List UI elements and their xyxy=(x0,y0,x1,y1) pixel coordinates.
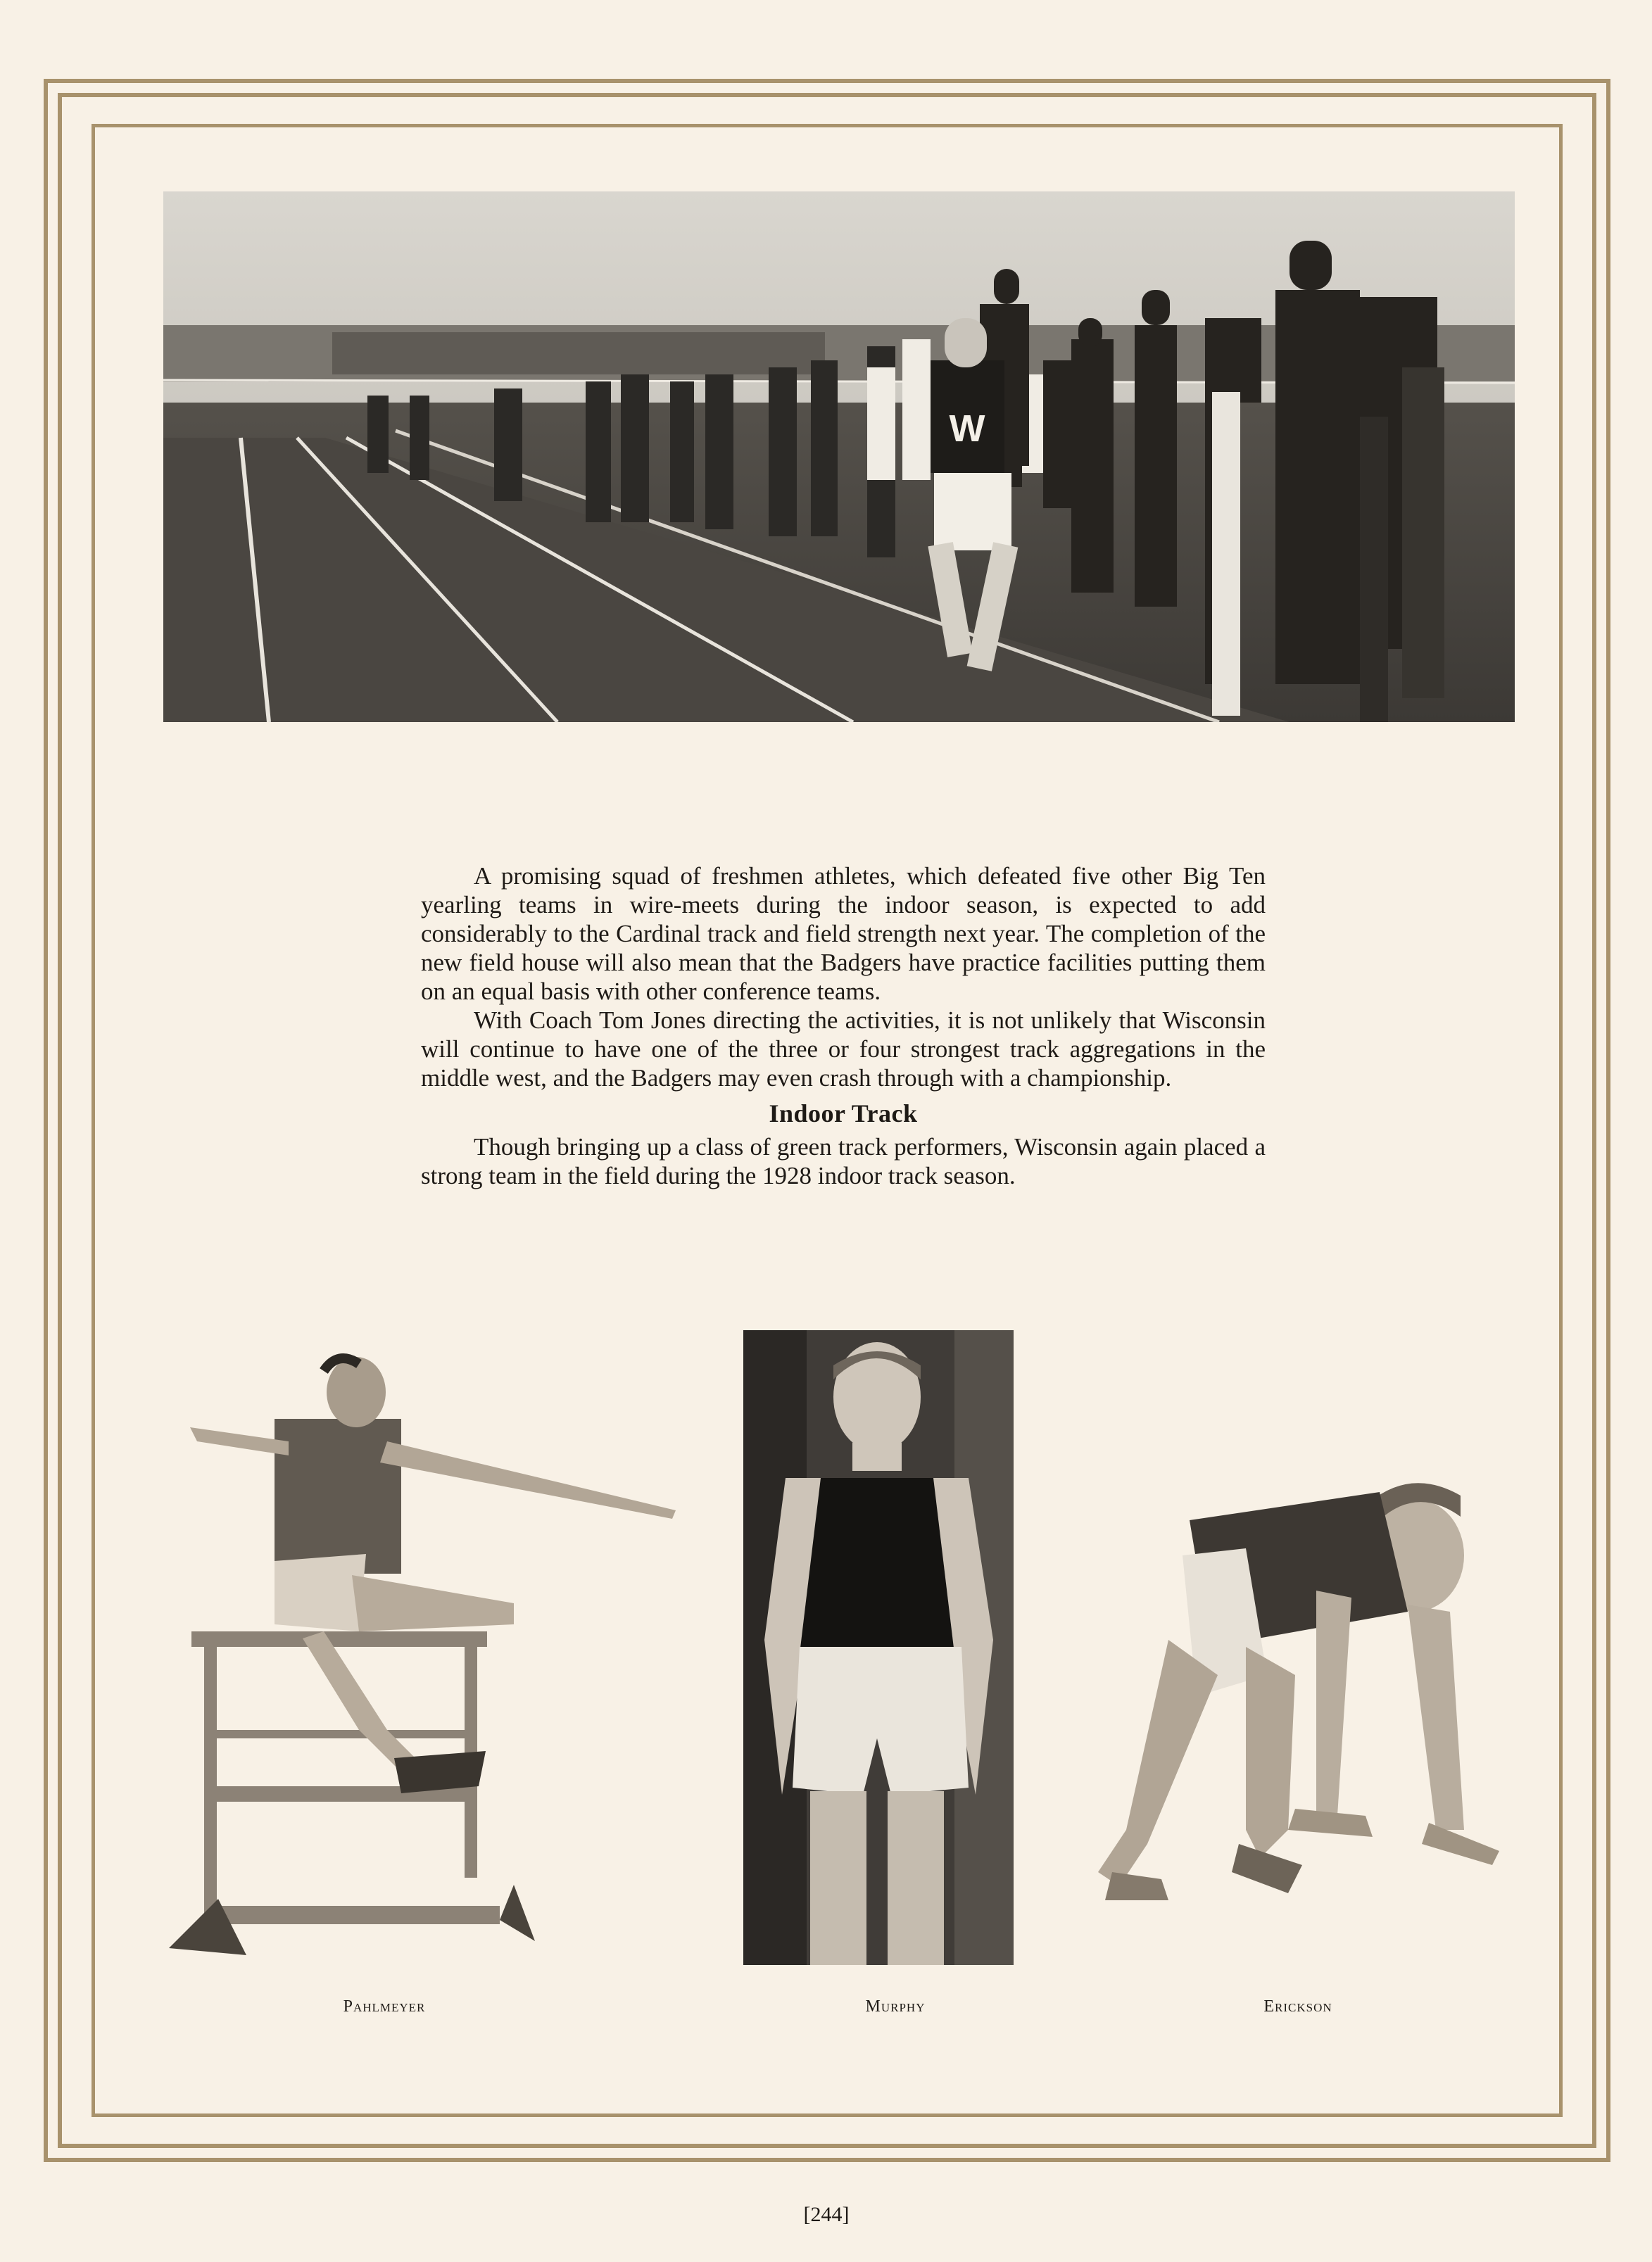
article-body xyxy=(421,861,1266,1190)
jersey-letter: W xyxy=(949,407,985,450)
hurdler-illustration xyxy=(148,1336,683,1969)
portrait-illustration xyxy=(743,1330,1014,1965)
caption-murphy: Murphy xyxy=(865,1997,926,2016)
murphy-photo xyxy=(743,1330,1014,1965)
article-paragraph-3: Though bringing up a class of green track performers, Wisconsin again placed a strong team in the field during the 1928 indoor track season. xyxy=(421,1133,1266,1189)
caption-pahlmeyer: Pahlmeyer xyxy=(343,1997,426,2016)
article-paragraph-1: A promising squad of freshmen athletes, which defeated five other Big Ten yearling teams in wire-meets during the indoor season, is expected to add considerably to the Cardinal track and field strength next year. The completion of the new field house will also mean that the Badgers have practice facilities putting them on an equal basis with other conference teams. xyxy=(421,862,1266,1005)
erickson-photo xyxy=(1084,1464,1506,1971)
caption-erickson: Erickson xyxy=(1263,1997,1332,2016)
sprinter-illustration xyxy=(1084,1464,1506,1971)
page-number: [244] xyxy=(803,2203,850,2226)
track-finish-illustration xyxy=(163,191,1515,722)
article-paragraph-2: With Coach Tom Jones directing the activities, it is not unlikely that Wisconsin will continue to have one of the three or four strongest track aggregations in the middle west, and the Badgers may even crash through with a championship. xyxy=(421,1006,1266,1092)
track-finish-photo xyxy=(163,191,1515,722)
pahlmeyer-photo xyxy=(148,1336,683,1969)
section-heading: Indoor Track xyxy=(769,1099,918,1127)
